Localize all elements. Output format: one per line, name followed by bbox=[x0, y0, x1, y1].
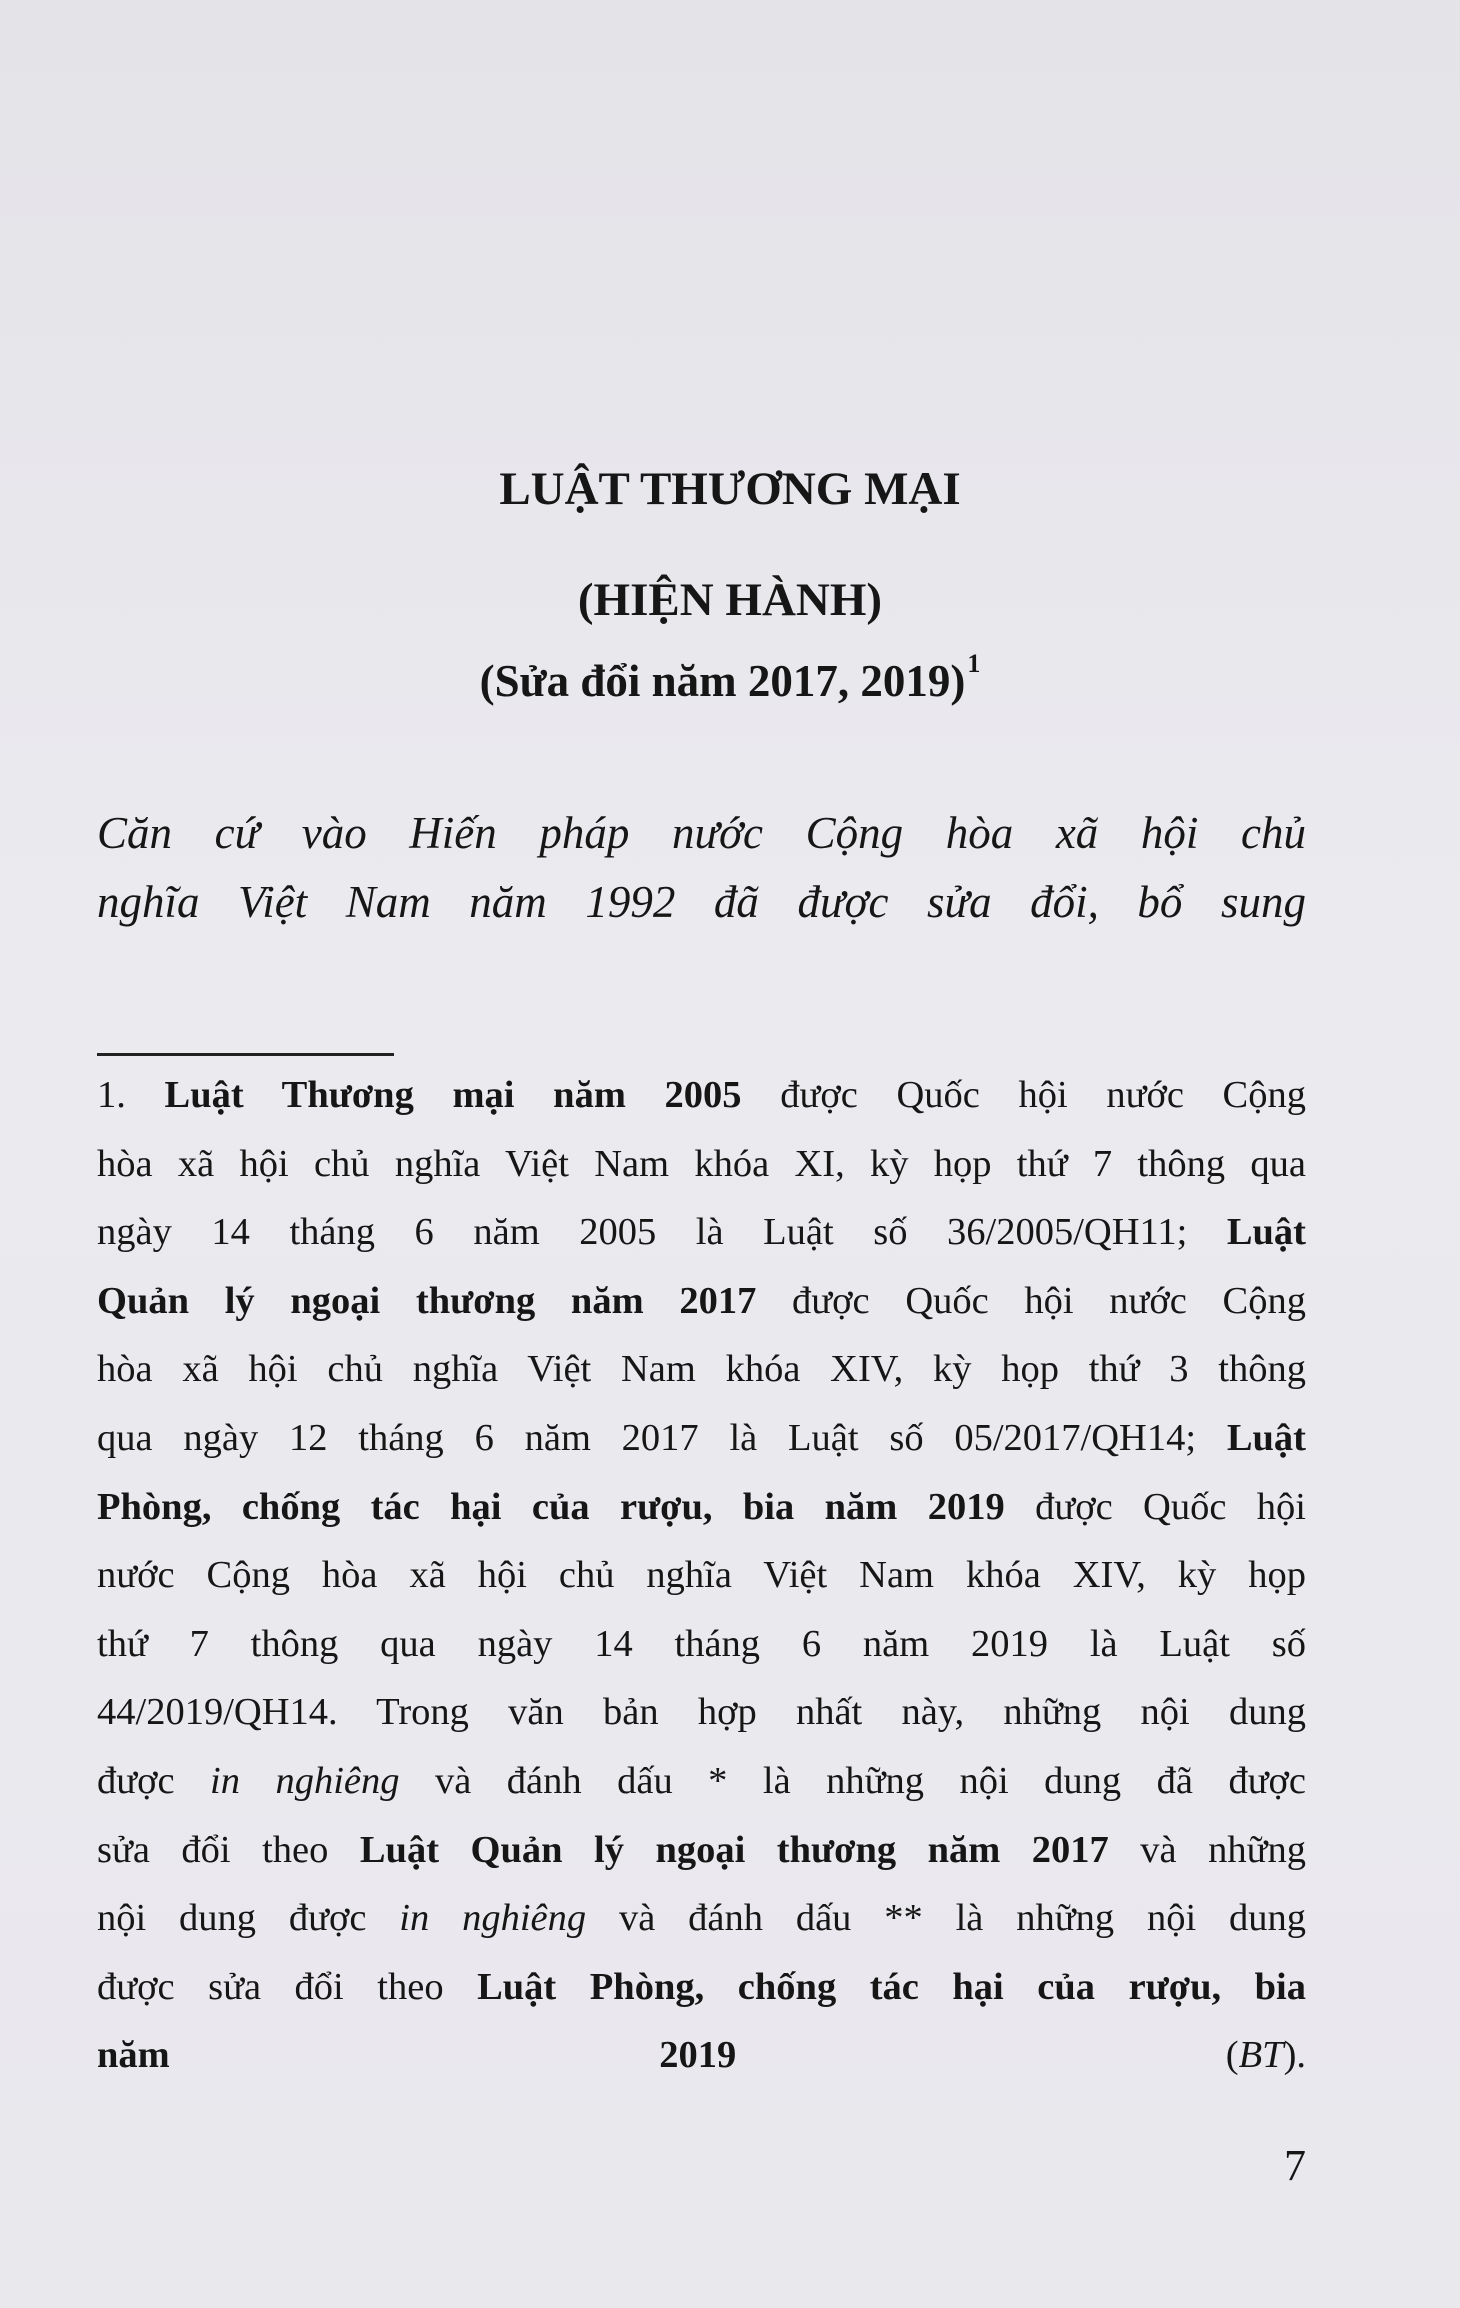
footnote-line bbox=[97, 1416, 1306, 1460]
footnote-line bbox=[97, 1279, 1306, 1323]
text: qua ngày 12 tháng 6 năm 2017 là Luật số 05/2017/QH14; bbox=[97, 1417, 1227, 1459]
footnote-line bbox=[97, 1210, 1306, 1254]
footnote-line bbox=[97, 2033, 1306, 2077]
footnote-reference: 1 bbox=[967, 649, 981, 678]
footnote-line bbox=[97, 1073, 1306, 1117]
text: và đánh dấu * là những nội dung đã được bbox=[399, 1760, 1307, 1802]
preamble-line bbox=[97, 807, 1306, 859]
text: được Quốc hội nước Cộng bbox=[756, 1279, 1306, 1322]
text: ). bbox=[1283, 2034, 1307, 2077]
bold-text: Luật Quản lý ngoại thương năm 2017 bbox=[359, 1828, 1109, 1871]
footnote-line bbox=[97, 1690, 1306, 1734]
amendment-text: (Sửa đổi năm 2017, 2019) bbox=[479, 656, 966, 706]
footnote-line bbox=[97, 1553, 1306, 1597]
bold-text: Quản lý ngoại thương năm 2017 bbox=[97, 1279, 757, 1322]
text: và đánh dấu ** là những nội dung bbox=[586, 1897, 1306, 1940]
text: sửa đổi theo bbox=[97, 1828, 360, 1871]
text: được bbox=[97, 1760, 211, 1802]
text: nghĩa Việt Nam năm 1992 đã được sửa đổi, bổ sung bbox=[97, 877, 1306, 927]
page-number: 7 bbox=[1284, 2141, 1306, 2190]
text: 44/2019/QH14. Trong văn bản hợp nhất này, những nội dung bbox=[97, 1691, 1306, 1734]
footnote-line bbox=[97, 1142, 1306, 1186]
footnote-line bbox=[97, 1485, 1306, 1529]
preamble-line bbox=[97, 876, 1306, 928]
bold-text: Luật Thương mại năm 2005 bbox=[164, 1074, 742, 1116]
text: được Quốc hội bbox=[1004, 1485, 1306, 1528]
text: hòa xã hội chủ nghĩa Việt Nam khóa XI, kỳ họp thứ 7 thông qua bbox=[97, 1142, 1306, 1185]
text: nước Cộng hòa xã hội chủ nghĩa Việt Nam khóa XIV, kỳ họp bbox=[97, 1554, 1306, 1597]
italic-text: BT bbox=[1238, 2034, 1284, 2077]
bold-text: Luật bbox=[1226, 1211, 1306, 1254]
text: và những bbox=[1108, 1828, 1306, 1871]
amendment-note bbox=[0, 649, 1460, 707]
text: ( bbox=[736, 2034, 1239, 2077]
footnote-line bbox=[97, 1896, 1306, 1940]
text: được Quốc hội nước Cộng bbox=[741, 1074, 1306, 1116]
text: thứ 7 thông qua ngày 14 tháng 6 năm 2019 là Luật số bbox=[97, 1622, 1306, 1665]
footnote-divider bbox=[97, 1053, 394, 1056]
footnote-line bbox=[97, 1347, 1306, 1391]
footnote-line bbox=[97, 1622, 1306, 1666]
bold-text: Phòng, chống tác hại của rượu, bia năm 2019 bbox=[97, 1485, 1005, 1528]
text: ngày 14 tháng 6 năm 2005 là Luật số 36/2005/QH11; bbox=[97, 1211, 1227, 1254]
law-title: LUẬT THƯƠNG MẠI bbox=[499, 463, 961, 515]
text: nội dung được bbox=[97, 1897, 400, 1940]
footnote-line bbox=[97, 1828, 1306, 1872]
footnote-line bbox=[97, 1759, 1306, 1803]
law-subtitle: (HIỆN HÀNH) bbox=[577, 574, 883, 626]
text: được sửa đổi theo bbox=[97, 1965, 478, 2008]
text: 1. bbox=[97, 1074, 165, 1116]
italic-text: in nghiêng bbox=[210, 1760, 400, 1802]
text: Căn cứ vào Hiến pháp nước Cộng hòa xã hội chủ bbox=[97, 808, 1306, 858]
bold-text: năm 2019 bbox=[97, 2034, 737, 2077]
text: hòa xã hội chủ nghĩa Việt Nam khóa XIV, kỳ họp thứ 3 thông bbox=[97, 1348, 1306, 1391]
bold-text: Luật Phòng, chống tác hại của rượu, bia bbox=[477, 1965, 1306, 2008]
italic-text: in nghiêng bbox=[399, 1897, 587, 1940]
footnote-line bbox=[97, 1965, 1306, 2009]
bold-text: Luật bbox=[1226, 1417, 1306, 1459]
